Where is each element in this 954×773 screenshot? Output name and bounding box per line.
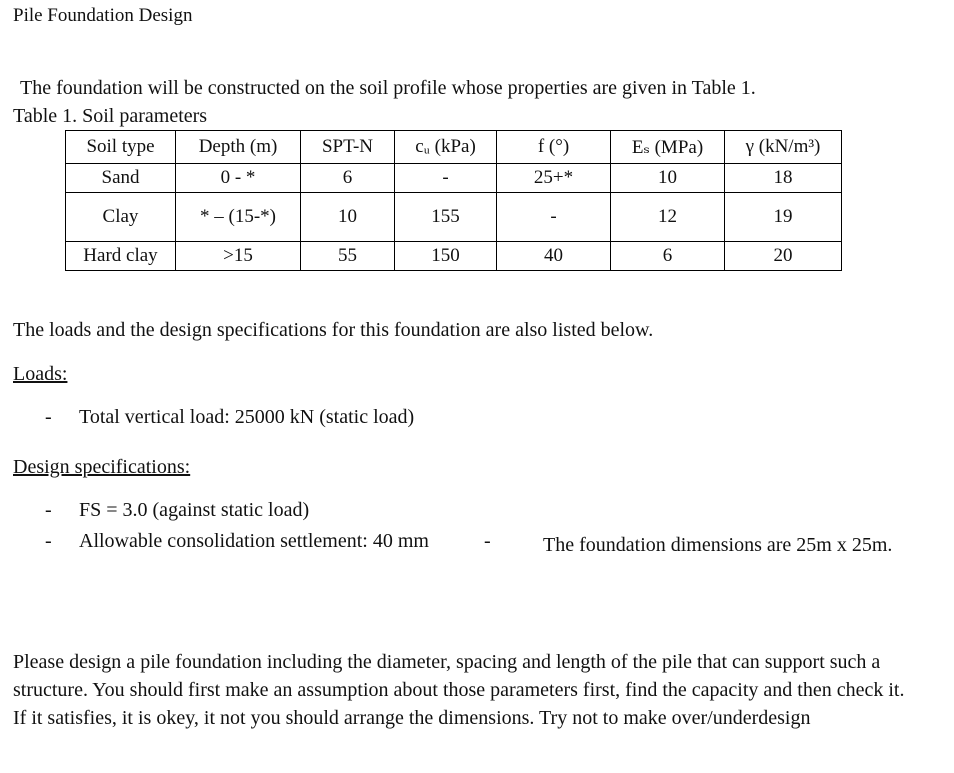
bullet-dash: - [45, 499, 52, 521]
table-row [66, 242, 842, 271]
loads-intro: The loads and the design specifications for this foundation are also listed below. [13, 319, 654, 341]
document-title: Pile Foundation Design [13, 5, 193, 26]
table-cell: 150 [395, 242, 497, 271]
header-depth: Depth (m) [176, 131, 301, 164]
table-cell: * – (15-*) [176, 193, 301, 242]
spec-dimensions: The foundation dimensions are 25m x 25m. [543, 534, 893, 556]
table-cell: 40 [497, 242, 611, 271]
table-cell: Hard clay [66, 242, 176, 271]
table-cell: 6 [611, 242, 725, 271]
table-cell: 55 [301, 242, 395, 271]
header-unit-weight: γ (kN/m³) [725, 131, 842, 164]
table-cell: - [497, 193, 611, 242]
intro-paragraph: The foundation will be constructed on the soil profile whose properties are given in Table 1. [20, 77, 756, 99]
bullet-dash: - [45, 530, 52, 552]
spec-settlement: Allowable consolidation settlement: 40 mm [79, 530, 429, 552]
header-friction-angle: f (°) [497, 131, 611, 164]
table-cell: 155 [395, 193, 497, 242]
table-cell: 6 [301, 164, 395, 193]
table-caption: Table 1. Soil parameters [13, 105, 208, 127]
table-header-row [66, 131, 842, 164]
header-soil-type: Soil type [66, 131, 176, 164]
list-item [45, 406, 414, 429]
spec-fs: FS = 3.0 (against static load) [79, 499, 310, 521]
table-cell: - [395, 164, 497, 193]
bullet-dash: - [484, 530, 491, 552]
table-cell: 12 [611, 193, 725, 242]
table-cell: 18 [725, 164, 842, 193]
header-spt-n: SPT-N [301, 131, 395, 164]
soil-parameters-table [65, 130, 842, 271]
loads-heading: Loads: [13, 363, 68, 385]
header-es: Eₛ (MPa) [611, 131, 725, 164]
table-cell: 19 [725, 193, 842, 242]
table-cell: >15 [176, 242, 301, 271]
table-cell: Sand [66, 164, 176, 193]
design-heading: Design specifications: [13, 456, 191, 478]
table-cell: 0 - * [176, 164, 301, 193]
task-paragraph: Please design a pile foundation including the diameter, spacing and length of the pile that can support such a structure. You should first make an assumption about those parameters first, find the capacity and then check it. If it satisfies, it is okey, it not you should arrange the dimensions. Try not to make over/underdesign [13, 651, 905, 729]
table-cell: 10 [611, 164, 725, 193]
table-cell: Clay [66, 193, 176, 242]
table-row [66, 164, 842, 193]
table-cell: 20 [725, 242, 842, 271]
bullet-dash: - [45, 406, 52, 428]
header-cu: cᵤ (kPa) [395, 131, 497, 164]
table-row [66, 193, 842, 242]
table-cell: 25+* [497, 164, 611, 193]
list-item [45, 499, 309, 522]
load-item: Total vertical load: 25000 kN (static load) [79, 406, 415, 428]
table-cell: 10 [301, 193, 395, 242]
